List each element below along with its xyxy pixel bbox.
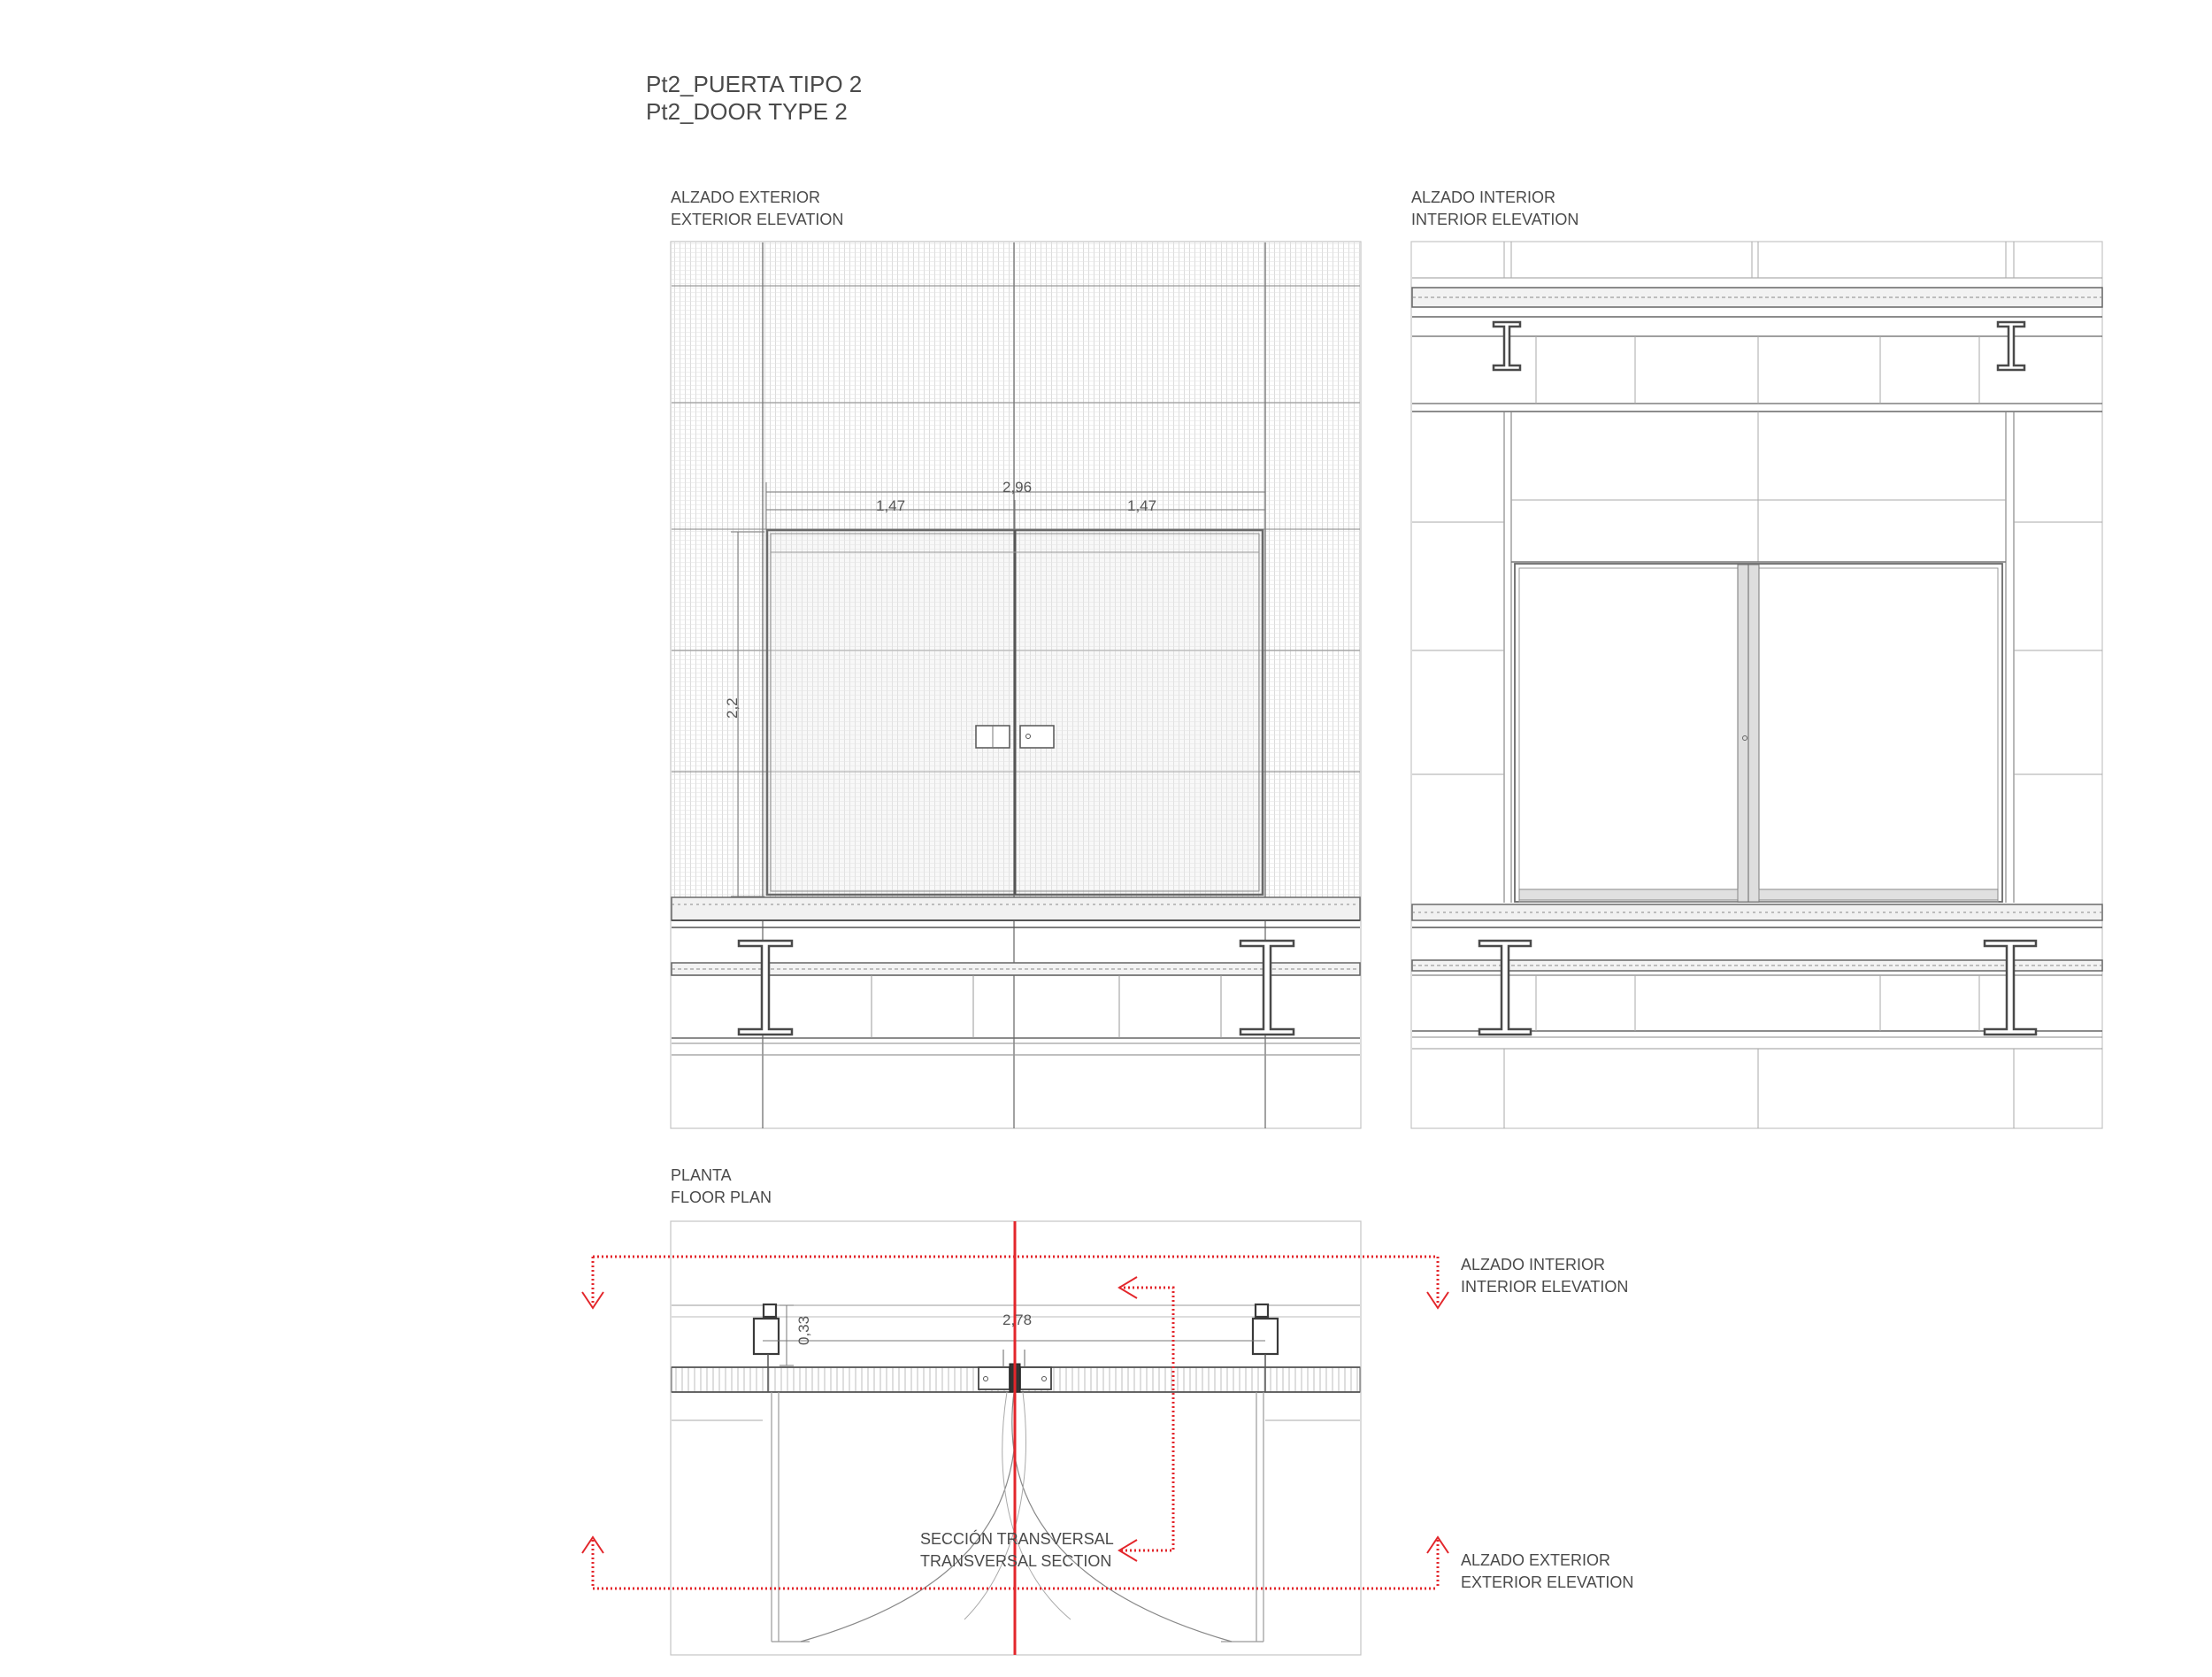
- dim-left-leaf: 1,47: [876, 497, 906, 514]
- callout-section-es: SECCIÓN TRANSVERSAL: [920, 1530, 1114, 1548]
- dim-plan-width: 2,78: [1002, 1312, 1033, 1328]
- callout-interior-en: INTERIOR ELEVATION: [1461, 1278, 1629, 1296]
- interior-elevation-label-en: INTERIOR ELEVATION: [1411, 211, 1579, 228]
- title-en: Pt2_DOOR TYPE 2: [646, 98, 848, 125]
- dim-door-height: 2,2: [724, 697, 741, 719]
- exterior-elevation-view: [671, 242, 1361, 1128]
- callout-interior-es: ALZADO INTERIOR: [1461, 1256, 1606, 1273]
- callout-exterior-en: EXTERIOR ELEVATION: [1461, 1573, 1634, 1591]
- callout-section-en: TRANSVERSAL SECTION: [920, 1552, 1112, 1570]
- dim-total-width: 2,96: [1002, 479, 1033, 496]
- section-markers: [582, 1221, 1448, 1655]
- exterior-elevation-label-en: EXTERIOR ELEVATION: [671, 211, 844, 228]
- interior-elevation-label-es: ALZADO INTERIOR: [1411, 188, 1556, 206]
- floor-plan-label-en: FLOOR PLAN: [671, 1189, 772, 1206]
- interior-elevation-view: [1411, 242, 2102, 1128]
- exterior-elevation-label-es: ALZADO EXTERIOR: [671, 188, 821, 206]
- title-es: Pt2_PUERTA TIPO 2: [646, 71, 863, 97]
- callout-exterior-es: ALZADO EXTERIOR: [1461, 1551, 1611, 1569]
- dim-right-leaf: 1,47: [1127, 497, 1157, 514]
- floor-plan-label-es: PLANTA: [671, 1166, 732, 1184]
- dim-plan-depth: 0,33: [795, 1315, 812, 1345]
